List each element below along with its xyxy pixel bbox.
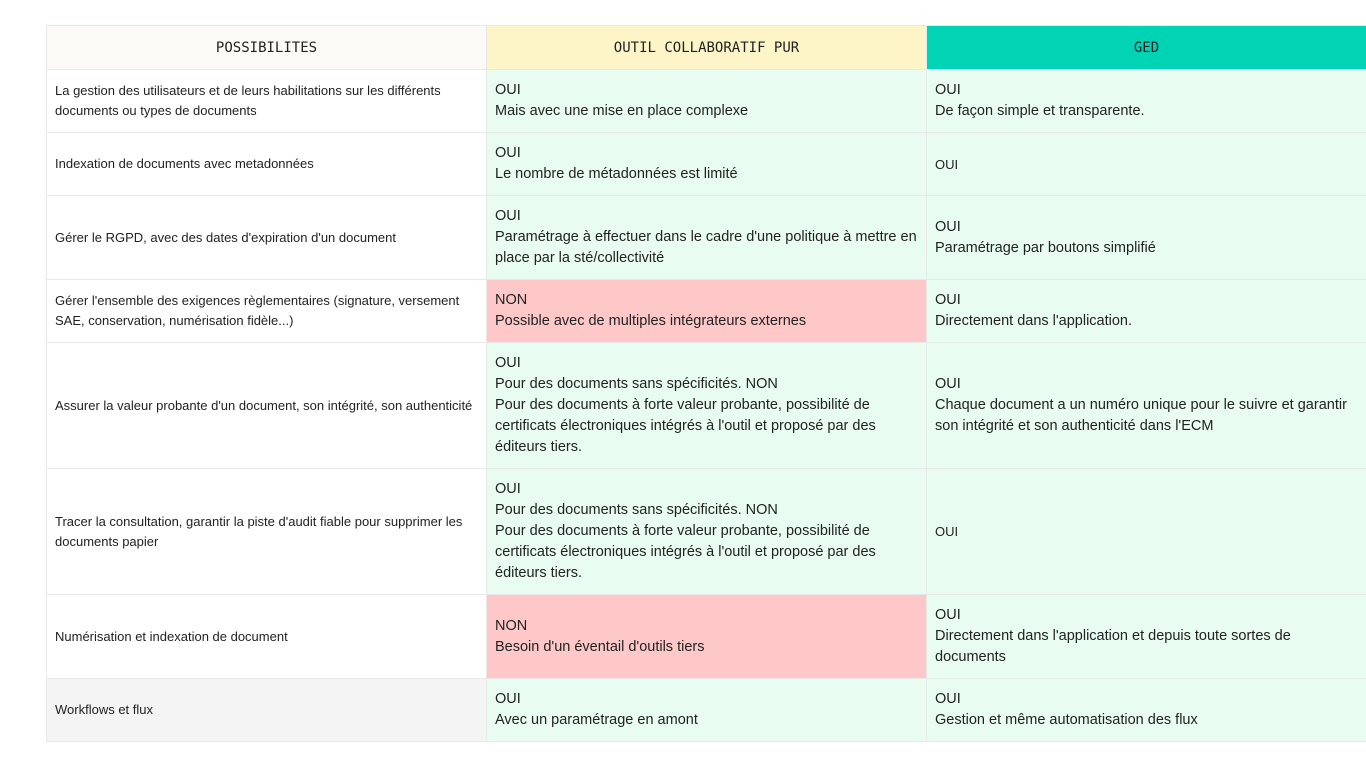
collab-detail: Paramétrage à effectuer dans le cadre d'une politique à mettre en place par la sté/collectivité	[495, 229, 917, 266]
ged-cell	[927, 196, 1366, 280]
collab-detail: Mais avec une mise en place complexe	[495, 103, 749, 119]
collab-detail-extra: Pour des documents à forte valeur probante, possibilité de certificats électroniques intégrés à l'outil et proposé par des éditeurs tiers.	[495, 397, 876, 455]
collab-detail: Pour des documents sans spécificités. NON	[495, 502, 778, 518]
ged-cell	[927, 343, 1366, 469]
table-row	[47, 133, 1366, 196]
ged-cell	[927, 469, 1366, 595]
table-row	[47, 679, 1366, 742]
ged-answer: OUI	[935, 82, 961, 98]
collab-cell	[487, 133, 927, 196]
table-row	[47, 595, 1366, 679]
table-row	[47, 469, 1366, 595]
collab-detail: Possible avec de multiples intégrateurs externes	[495, 313, 807, 329]
row-label: Gérer le RGPD, avec des dates d'expiration d'un document	[47, 196, 487, 280]
ged-answer: OUI	[935, 218, 961, 235]
collab-answer: OUI	[495, 481, 521, 497]
collab-detail: Avec un paramétrage en amont	[495, 712, 698, 728]
header-possibilites: POSSIBILITES	[47, 26, 487, 70]
collab-answer: NON	[495, 617, 528, 634]
collab-answer: OUI	[495, 145, 521, 161]
collab-cell	[487, 679, 927, 742]
ged-cell	[927, 679, 1366, 742]
comparison-table-wrapper	[46, 25, 1366, 742]
ged-detail: Chaque document a un numéro unique pour le suivre et garantir son intégrité et son authenticité dans l'ECM	[935, 397, 1347, 434]
header-outil-collaboratif: OUTIL COLLABORATIF PUR	[487, 26, 927, 70]
ged-detail: De façon simple et transparente.	[935, 103, 1145, 119]
table-row	[47, 70, 1366, 133]
ged-cell	[927, 70, 1366, 133]
collab-cell	[487, 196, 927, 280]
ged-detail: Paramétrage par boutons simplifié	[935, 239, 1156, 256]
collab-answer: OUI	[495, 82, 521, 98]
row-label: Assurer la valeur probante d'un document, son intégrité, son authenticité	[47, 343, 487, 469]
row-label: Tracer la consultation, garantir la piste d'audit fiable pour supprimer les documents papier	[47, 469, 487, 595]
row-label: Indexation de documents avec metadonnées	[47, 133, 487, 196]
row-label: Workflows et flux	[47, 679, 487, 742]
ged-answer: OUI	[935, 376, 961, 392]
table-row	[47, 343, 1366, 469]
ged-answer: OUI	[935, 156, 959, 172]
ged-detail: Gestion et même automatisation des flux	[935, 712, 1198, 728]
ged-answer: OUI	[935, 524, 959, 539]
collab-cell	[487, 280, 927, 343]
ged-answer: OUI	[935, 607, 961, 623]
collab-detail: Besoin d'un éventail d'outils tiers	[495, 638, 705, 655]
ged-cell	[927, 280, 1366, 343]
collab-detail-extra: Pour des documents à forte valeur probante, possibilité de certificats électroniques intégrés à l'outil et proposé par des éditeurs tiers.	[495, 523, 876, 581]
header-row	[47, 26, 1366, 70]
table-row	[47, 280, 1366, 343]
row-label: Numérisation et indexation de document	[47, 595, 487, 679]
collab-cell	[487, 595, 927, 679]
header-ged: GED	[927, 26, 1366, 70]
ged-answer: OUI	[935, 691, 961, 707]
ged-detail: Directement dans l'application et depuis toute sortes de documents	[935, 628, 1291, 665]
collab-answer: OUI	[495, 355, 521, 371]
collab-answer: OUI	[495, 208, 521, 224]
ged-answer: OUI	[935, 292, 961, 308]
row-label: La gestion des utilisateurs et de leurs habilitations sur les différents documents ou types de documents	[47, 70, 487, 133]
collab-answer: OUI	[495, 691, 521, 707]
ged-detail: Directement dans l'application.	[935, 313, 1133, 329]
collab-detail: Le nombre de métadonnées est limité	[495, 166, 738, 182]
collab-cell	[487, 469, 927, 595]
comparison-table	[46, 25, 1366, 742]
ged-cell	[927, 133, 1366, 196]
ged-cell	[927, 595, 1366, 679]
table-row	[47, 196, 1366, 280]
row-label: Gérer l'ensemble des exigences règlementaires (signature, versement SAE, conservation, numérisation fidèle...)	[47, 280, 487, 343]
collab-answer: NON	[495, 292, 528, 308]
collab-detail: Pour des documents sans spécificités. NON	[495, 376, 778, 392]
collab-cell	[487, 70, 927, 133]
collab-cell	[487, 343, 927, 469]
